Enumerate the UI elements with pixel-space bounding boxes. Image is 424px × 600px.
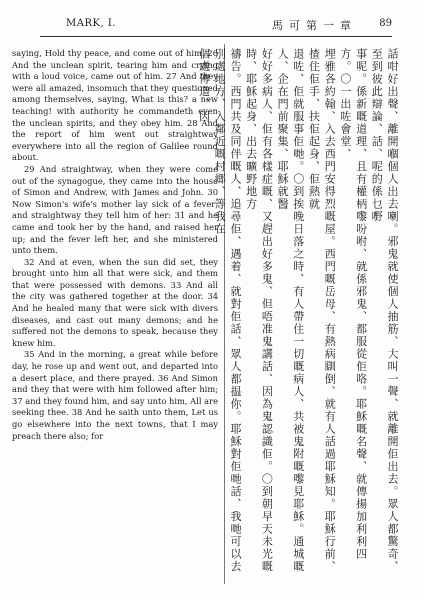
chinese-column-line: 好好多病人、佢有各樣症嘅、又趕出好多鬼、但唔准鬼講話、因為鬼認識佢。〇到朝早天未光嘅時、耶穌起身、出去曠野地方 (244, 48, 274, 573)
page-header (40, 14, 392, 37)
chinese-text-column (197, 48, 400, 583)
chinese-column-line: 個處傳道、因 (197, 48, 211, 123)
english-paragraph: 32 And at even, when the sun did set, they brought unto him all that were sick, and them that were possessed with demons. 33 And all the city was gathered together at the door. 34 And he healed many that were sick with divers diseases, and cast out many demons; and he suffered not the demons to speak, because they knew him. (12, 256, 218, 348)
english-paragraph: 35 And in the morning, a great while before day, he rose up and went out, and departed into a desert place, and there prayed. 36 And Simon and they that were with him followed after him; 37 and they found him, and say unto him, All are seeking thee. 38 And he saith unto them, Let us go elsewhere into the next towns, that I may preach there also; for (12, 349, 218, 441)
english-paragraph: 29 And straightway, when they were come out of the synagogue, they came into the house of Simon and Andrew, with James and John. 30 Now Simon's wife's mother lay sick of a fever; and straightway they tell him of her: 31 and he came and took her by the hand, and raised her up; and the fever left her, and she ministered unto them. (12, 163, 218, 256)
page-number: 89 (379, 18, 392, 29)
chinese-column-line: 話咁好出聲、離開嗰個人出去喇。邪鬼就使個人抽筋、大叫一聲、就離開佢出去。眾人都驚奇、至到彼此辯論、話、呢的係乜嘢 (370, 48, 399, 573)
chinese-column-line: 埋雅各約翰、入去西門安得烈嘅屋。西門嘅岳母、有熱病瞓倒、就有人話過耶穌知。耶穌行前、揸住佢手、扶佢起身、佢熱就 (307, 48, 337, 573)
chinese-column-line: 退咗、佢就服事佢哋。〇到挨晚日落之時、有人帶住一切嘅病人、共被鬼附嘅嚟見耶穌。通城嘅人、企在門前聚集、耶穌就醫 (276, 48, 305, 573)
chinese-chapter-title: 馬可第一章 (272, 19, 357, 32)
english-paragraph: saying, Hold thy peace, and come out of him. 26 And the unclean spirit, tearing him and crying with a loud voice, came out of him. 27 And they were all amazed, insomuch that they questioned among themselves, saying, What is this? a new teaching! with authority he commandeth even the unclean spirits, and they obey him. 28 And the report of him went out straightway everywhere into all the region of Galilee round about. (12, 48, 218, 163)
book-chapter-label: MARK, I. (66, 18, 116, 29)
chinese-column-line: 禱告。西門共及同伴嘅人、追尋佢、遇着、就對佢話、眾人都揾你。耶穌對佢哋話、我哋可以去別處地方、入鄰近嘅村鄉、等我在 (213, 48, 242, 573)
english-text-column (12, 48, 218, 442)
chinese-column-line: 事呢。係新嘅道理、且有權柄嚟吩咐、就係邪鬼、都服從佢咯。耶穌嘅名聲、就傳揚加利利四方。〇一出咗會堂、 (338, 48, 368, 561)
